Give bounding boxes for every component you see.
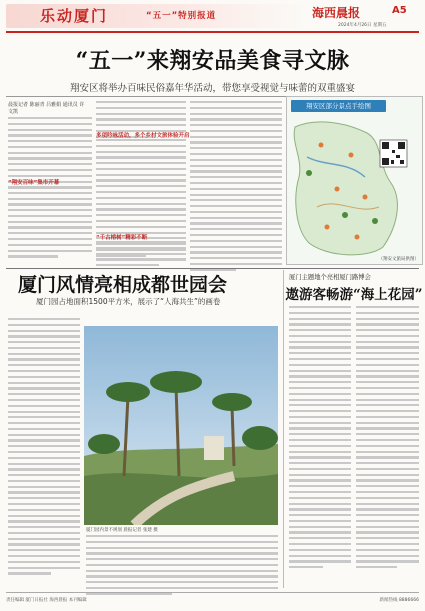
footer-rule (6, 592, 419, 593)
story2-headline: 厦门风情亮相成都世园会 (18, 274, 228, 296)
expo-garden-photo (84, 326, 278, 525)
footer-left: 责任编辑 厦门日报社 海西晨报 本刊编辑 (6, 598, 87, 603)
masthead (0, 0, 425, 34)
story2-column-bottom (86, 535, 278, 595)
newspaper-brand: 海西晨报 (312, 6, 361, 20)
masthead-rule (6, 31, 419, 33)
story1-column-1b (8, 186, 92, 258)
column-rule (283, 270, 284, 588)
footer (6, 596, 419, 606)
story1-column-2c (96, 241, 186, 266)
footer-right: 新闻热线 8886666 (379, 598, 419, 603)
story1-column-3 (190, 101, 282, 271)
story3-column-2 (356, 306, 419, 568)
issue-date: 2024年4月26日 星期五 (338, 23, 387, 28)
section-divider (6, 268, 419, 269)
story1-section-head-3: “千古榕树”精彩不断 (96, 235, 148, 241)
story1-subhead: 翔安区将举办百味民俗嘉年华活动，带您享受视觉与味蕾的双重盛宴 (69, 83, 355, 94)
story1-section-head-2: 多项吟咏活动，多个乡村文旅体验开启 (96, 133, 190, 139)
story1-section-head-1: “翔安百味”集市开幕 (8, 180, 60, 186)
map-source: （翔安文旅局供图） (378, 257, 419, 262)
story3-column-1 (289, 306, 351, 568)
garden-illustration (84, 326, 278, 525)
story1-byline: 晨报记者 陈丽青 吕雅娟 通讯员 许文凯 (8, 102, 85, 115)
hand-drawn-map (287, 97, 422, 264)
photo-caption: 厦门园内景不规划 晨报记者 张建 摄 (86, 528, 158, 533)
story2-column-1 (8, 318, 80, 575)
column-title: 乐动厦门 (40, 7, 109, 25)
map-title: 翔安区部分景点手绘图 (291, 100, 386, 112)
story3-headline: 遨游客畅游“海上花园” (285, 287, 423, 303)
story2-subhead: 厦门园占地面积1500平方米，展示了“人海共生”的画卷 (36, 297, 221, 306)
story3-kicker: 厦门主题地个亮相厦门路博会 (289, 274, 371, 281)
page-number: A5 (392, 5, 407, 16)
scenic-map-box (286, 96, 423, 265)
column-subtitle: “五一”特别报道 (146, 11, 217, 21)
story1-headline: “五一”来翔安品美食寻文脉 (75, 48, 350, 74)
